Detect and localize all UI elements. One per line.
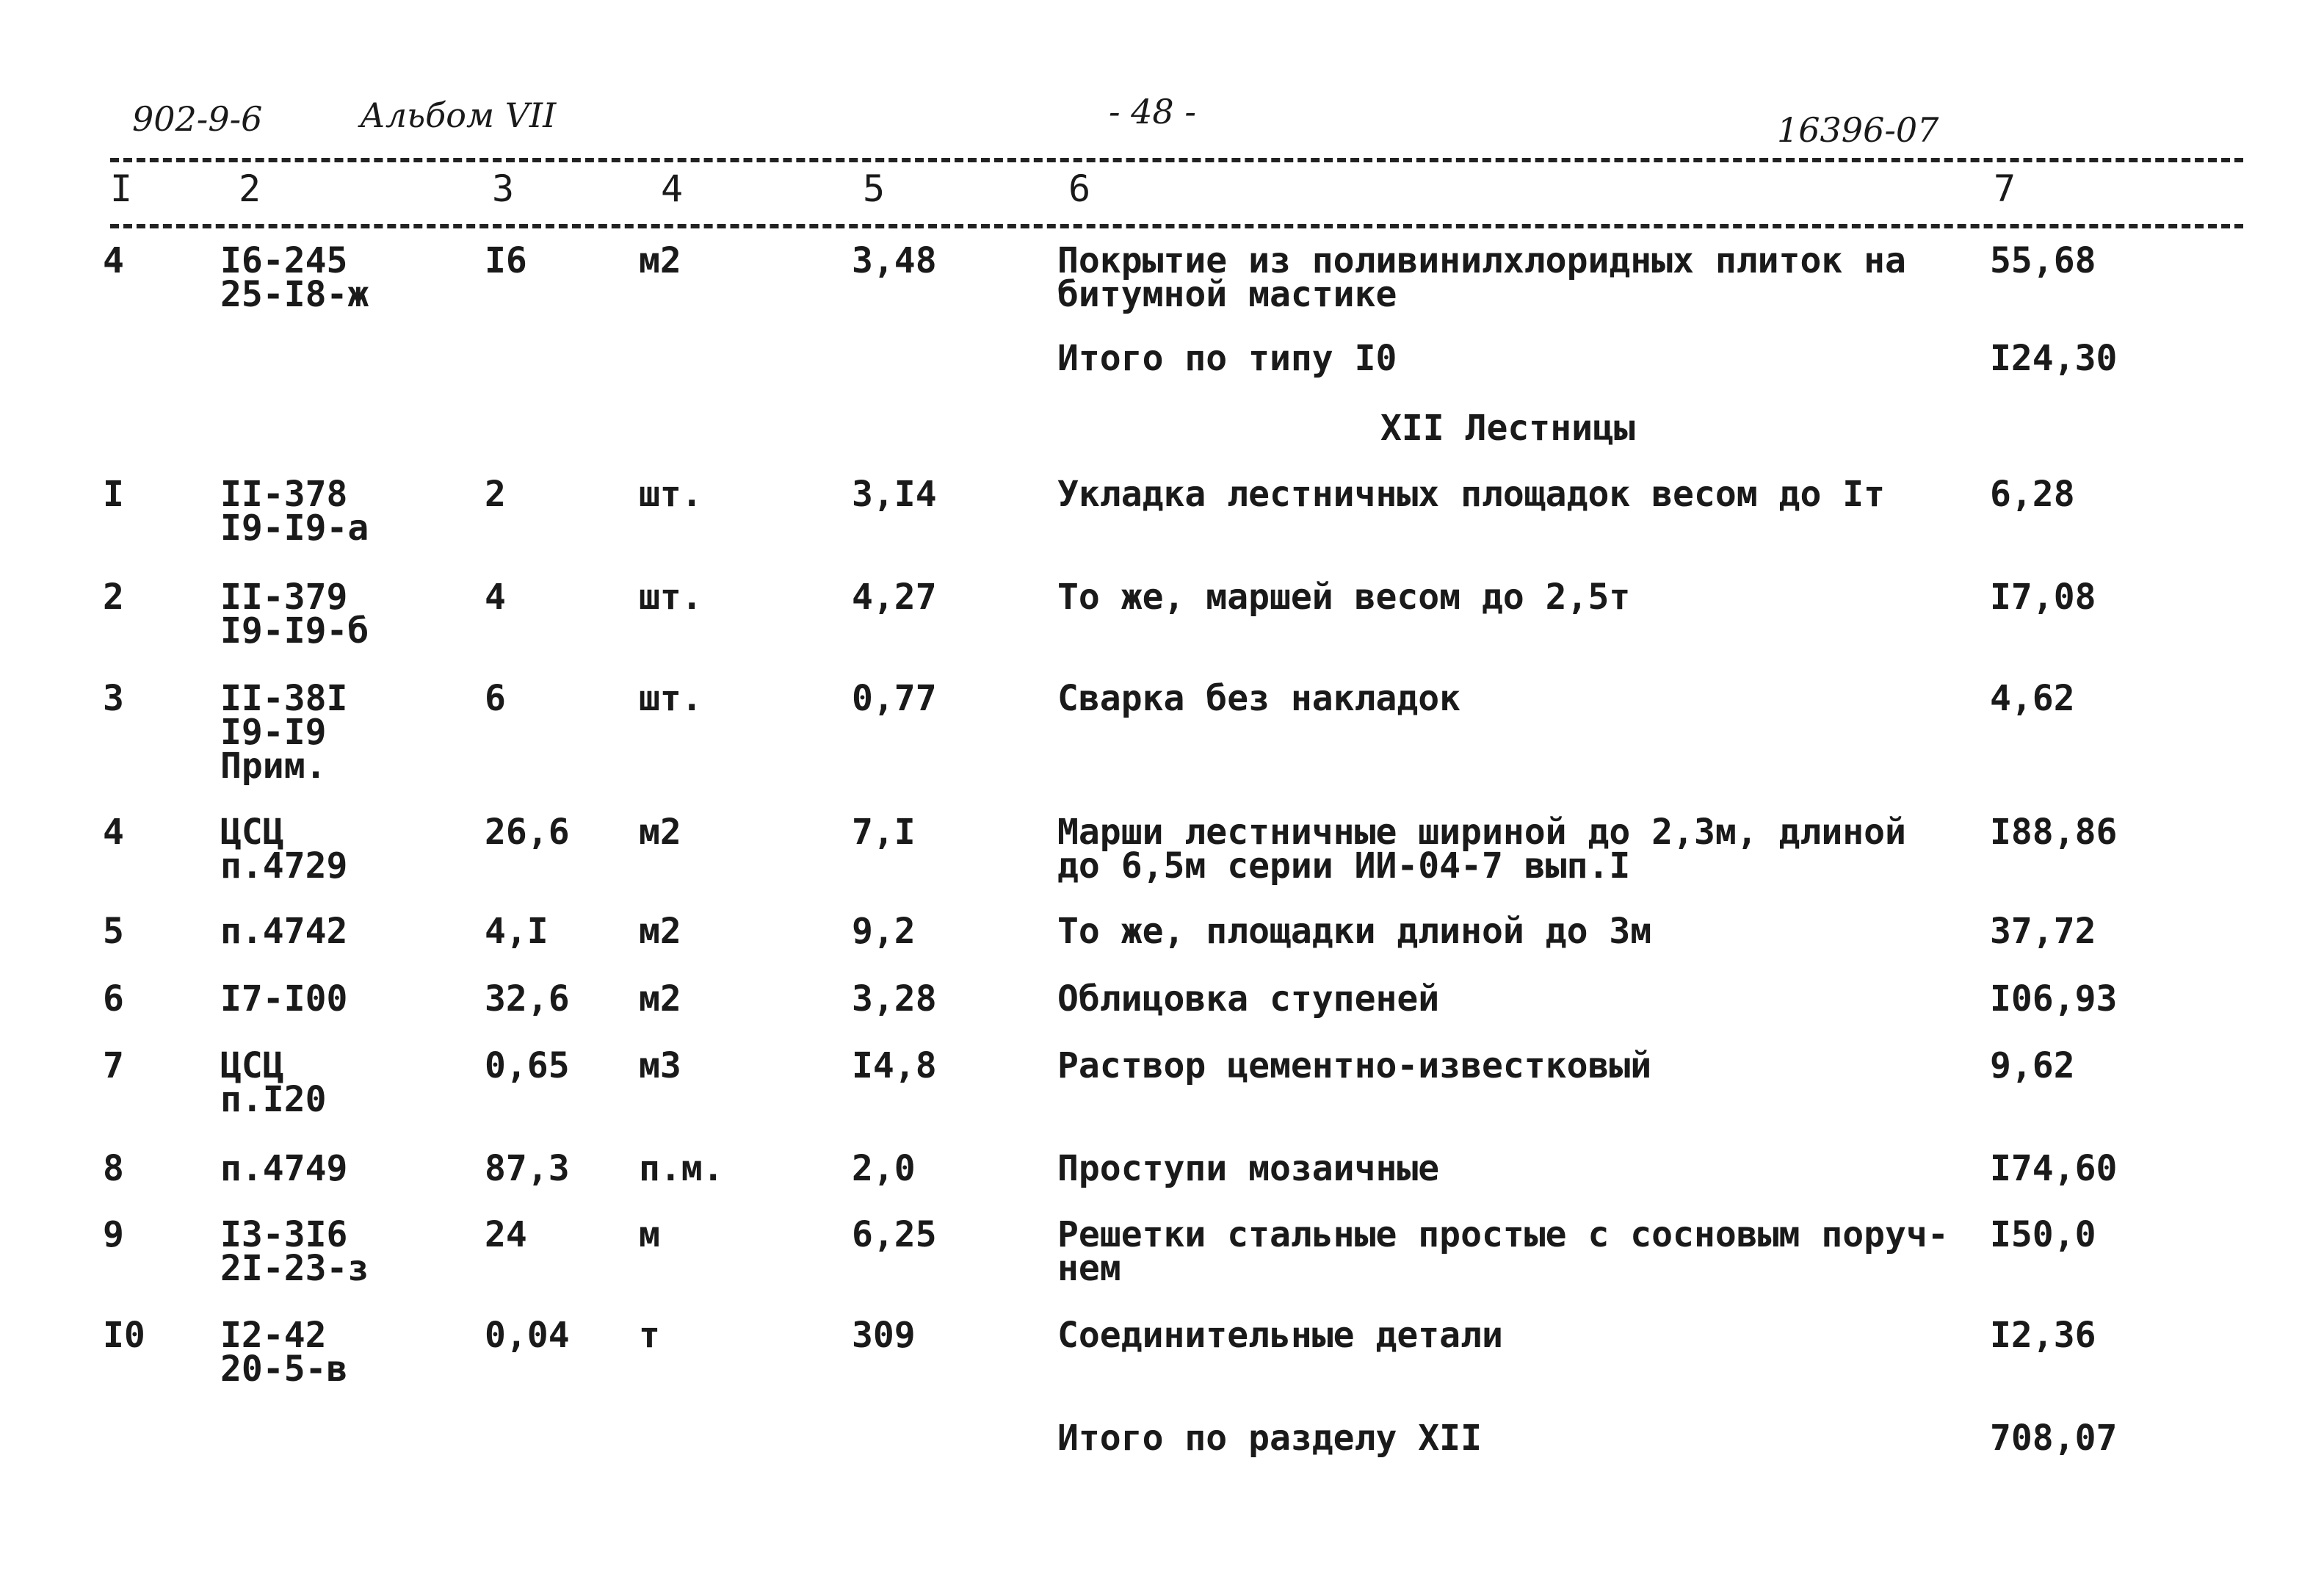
row-total: 6,28: [1990, 474, 2075, 515]
row-description: То же, маршей весом до 2,5т: [1057, 577, 1631, 618]
doc-number: 16396-07: [1777, 110, 1939, 150]
row-unit: м2: [639, 978, 681, 1019]
row-unit: шт.: [639, 577, 703, 618]
row-description: То же, площадки длиной до 3м: [1057, 911, 1652, 952]
row-unit: м2: [639, 911, 681, 952]
col-header-4: 4: [661, 167, 684, 210]
row-num: 8: [103, 1148, 124, 1189]
row-num: 2: [103, 577, 124, 618]
doc-code: 902-9-6: [132, 99, 263, 139]
row-unit: м2: [639, 240, 681, 281]
row-qty: 0,65: [485, 1045, 570, 1086]
row-code: п.4742: [220, 911, 348, 952]
row-unit: м3: [639, 1045, 681, 1086]
row-unit: м2: [639, 812, 681, 853]
row-num: 5: [103, 911, 124, 952]
row-num: 4: [103, 240, 124, 281]
row-description: Решетки стальные простые с сосновым поруч- нем: [1057, 1214, 1949, 1289]
row-price: 0,77: [852, 678, 937, 719]
row-qty: 2: [485, 474, 506, 515]
row-price: 7,I: [852, 812, 916, 853]
row-total: I50,0: [1990, 1214, 2096, 1255]
row-qty: 4,I: [485, 911, 549, 952]
row-qty: 26,6: [485, 812, 570, 853]
row-num: I0: [103, 1315, 145, 1356]
header-top-rule: [110, 158, 2243, 162]
row-price: 309: [852, 1315, 916, 1356]
row-qty: I6: [485, 240, 527, 281]
row-total: I88,86: [1990, 812, 2118, 853]
row-num: I: [103, 474, 124, 515]
row-description: Раствор цементно-известковый: [1057, 1045, 1652, 1086]
section-title: XII Лестницы: [1380, 408, 1635, 449]
header-bottom-rule: [110, 224, 2243, 228]
album-label: Альбом VII: [360, 95, 557, 135]
col-header-2: 2: [239, 167, 261, 210]
row-price: 9,2: [852, 911, 916, 952]
row-description: Марши лестничные шириной до 2,3м, длиной до 6,5м серии ИИ-04-7 вып.I: [1057, 812, 1906, 887]
row-unit: м: [639, 1214, 660, 1255]
row-code: I2-42 20-5-в: [220, 1315, 348, 1390]
row-description: Проступи мозаичные: [1057, 1148, 1440, 1189]
col-header-6: 6: [1068, 167, 1091, 210]
row-description: Облицовка ступеней: [1057, 978, 1440, 1019]
row-total: I74,60: [1990, 1148, 2118, 1189]
row-code: I6-245 25-I8-ж: [220, 240, 369, 315]
subtotal-type-label: Итого по типу I0: [1057, 338, 1397, 379]
row-code: II-378 I9-I9-а: [220, 474, 369, 549]
subtotal-type-value: I24,30: [1990, 338, 2118, 379]
row-total: 9,62: [1990, 1045, 2075, 1086]
row-total: 4,62: [1990, 678, 2075, 719]
row-qty: 87,3: [485, 1148, 570, 1189]
row-code: ЦСЦ п.I20: [220, 1045, 327, 1120]
section-total-value: 708,07: [1990, 1418, 2118, 1459]
row-qty: 0,04: [485, 1315, 570, 1356]
col-header-5: 5: [863, 167, 886, 210]
row-code: II-379 I9-I9-б: [220, 577, 369, 652]
row-total: I7,08: [1990, 577, 2096, 618]
row-description: Сварка без накладок: [1057, 678, 1461, 719]
row-num: 4: [103, 812, 124, 853]
row-qty: 24: [485, 1214, 527, 1255]
page-number: - 48 -: [1109, 92, 1196, 131]
row-code: I7-I00: [220, 978, 348, 1019]
row-num: 6: [103, 978, 124, 1019]
row-price: 3,I4: [852, 474, 937, 515]
col-header-1: I: [110, 167, 133, 210]
section-total-label: Итого по разделу XII: [1057, 1418, 1482, 1459]
row-unit: т: [639, 1315, 660, 1356]
row-total: 55,68: [1990, 240, 2096, 281]
row-qty: 6: [485, 678, 506, 719]
row-num: 7: [103, 1045, 124, 1086]
row-unit: шт.: [639, 474, 703, 515]
row-code: I3-3I6 2I-23-з: [220, 1214, 369, 1289]
col-header-3: 3: [492, 167, 515, 210]
row-code: ЦСЦ п.4729: [220, 812, 348, 887]
row-price: 3,28: [852, 978, 937, 1019]
row-code: п.4749: [220, 1148, 348, 1189]
row-price: 6,25: [852, 1214, 937, 1255]
row-price: 3,48: [852, 240, 937, 281]
row-unit: шт.: [639, 678, 703, 719]
row-num: 9: [103, 1214, 124, 1255]
row-price: I4,8: [852, 1045, 937, 1086]
row-num: 3: [103, 678, 124, 719]
row-description: Покрытие из поливинилхлоридных плиток на битумной мастике: [1057, 240, 1906, 315]
row-total: I2,36: [1990, 1315, 2096, 1356]
row-qty: 32,6: [485, 978, 570, 1019]
row-code: II-38I I9-I9 Прим.: [220, 678, 348, 787]
row-unit: п.м.: [639, 1148, 724, 1189]
row-description: Соединительные детали: [1057, 1315, 1503, 1356]
row-qty: 4: [485, 577, 506, 618]
row-price: 4,27: [852, 577, 937, 618]
col-header-7: 7: [1994, 167, 2016, 210]
row-price: 2,0: [852, 1148, 916, 1189]
row-total: 37,72: [1990, 911, 2096, 952]
row-description: Укладка лестничных площадок весом до Iт: [1057, 474, 1886, 515]
row-total: I06,93: [1990, 978, 2118, 1019]
